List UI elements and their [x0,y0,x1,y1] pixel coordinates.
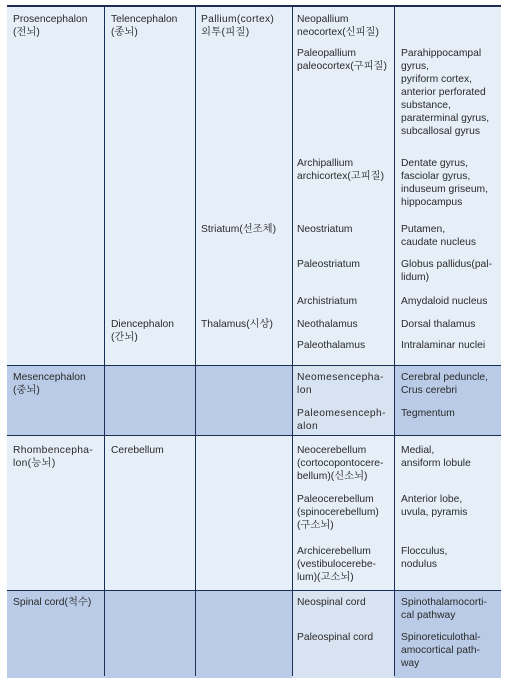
paleospinal-cord-label: Paleospinal cord [297,632,374,643]
paleothalamus-structures: Intralaminar nuclei [401,340,486,351]
prosencephalon-label: Prosencephalon (전뇌) [13,14,88,38]
paleocerebellum-structures: Anterior lobe, uvula, pyramis [401,494,468,518]
archistriatum-label: Archistriatum [297,296,358,307]
col-separator [104,7,105,676]
neomesencephalon-structures: Cerebral peduncle, Crus cerebri [401,372,489,396]
neospinal-cord-structures: Spinothalamocorti- cal pathway [401,597,487,621]
paleothalamus-label: Paleothalamus [297,340,366,351]
neostriatum-label: Neostriatum [297,224,353,235]
neopallium-label: Neopallium neocortex(신피질) [297,14,379,38]
paleopallium-structures: Parahippocampal gyrus, pyriform cortex, anterior perforated substance, paraterminal gyrus, subcallosal gyrus [401,48,490,137]
row-separator [7,435,501,436]
neospinal-cord-label: Neospinal cord [297,597,366,608]
neocerebellum-structures: Medial, ansiform lobule [401,445,471,469]
paleocerebellum-label: Paleocerebellum (spinocerebellum) (구소뇌) [297,494,379,531]
neostriatum-structures: Putamen, caudate nucleus [401,224,476,248]
archipallium-structures: Dentate gyrus, fasciolar gyrus, induseum griseum, hippocampus [401,158,488,208]
archipallium-label: Archipallium archicortex(고피질) [297,158,385,182]
brain-division-table [7,5,501,678]
spinal-cord-label: Spinal cord(척수) [13,597,92,608]
paleostriatum-structures: Globus pallidus(pal- lidum) [401,259,493,283]
archistriatum-structures: Amydaloid nucleus [401,296,488,307]
neomesencephalon-label: Neomesencepha- lon [297,372,384,396]
cerebellum-label: Cerebellum [111,445,164,456]
col-separator [292,7,293,676]
diencephalon-label: Diencephalon (간뇌) [111,319,174,343]
row-separator [7,590,501,591]
paleospinal-cord-structures: Spinoreticulothal- amocortical path- way [401,632,481,669]
col-separator [394,7,395,676]
paleomesencephalon-label: Paleomesenceph- alon [297,408,386,432]
paleomesencephalon-structures: Tegmentum [401,408,455,419]
telencephalon-label: Telencephalon (종뇌) [111,14,178,38]
archicerebellum-label: Archicerebellum (vestibulocerebe- lum)(고소뇌) [297,546,376,583]
pallium-label: Pallium(cortex) 외투(피질) [201,14,275,38]
thalamus-label: Thalamus(시상) [201,319,273,330]
col-separator [195,7,196,676]
paleopallium-label: Paleopallium paleocortex(구피질) [297,48,387,72]
mesencephalon-label: Mesencephalon (중뇌) [13,372,86,396]
striatum-label: Striatum(선조체) [201,224,277,235]
neothalamus-label: Neothalamus [297,319,358,330]
neothalamus-structures: Dorsal thalamus [401,319,476,330]
row-separator [7,365,501,366]
archicerebellum-structures: Flocculus, nodulus [401,546,448,570]
neocerebellum-label: Neocerebellum (cortocopontocere- bellum)(신소뇌) [297,445,384,482]
paleostriatum-label: Paleostriatum [297,259,360,270]
rhombencephalon-label: Rhombencepha- lon(능뇌) [13,445,94,469]
